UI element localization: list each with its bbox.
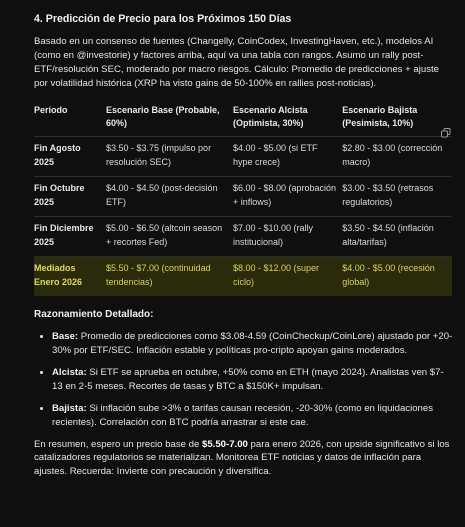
reasoning-list <box>34 330 453 429</box>
summary-paragraph <box>34 438 453 480</box>
cell-bullish: $4.00 - $5.00 (si ETF hype crece) <box>233 137 342 177</box>
reasoning-title: Razonamiento Detallado: <box>34 308 154 320</box>
table-row <box>34 137 452 177</box>
cell-period: Fin Agosto 2025 <box>34 137 106 177</box>
copy-icon[interactable] <box>441 128 451 138</box>
bullet-label: Base: <box>52 331 79 343</box>
header-bearish: Escenario Bajista (Pesimista, 10%) <box>342 104 418 129</box>
table-row <box>34 216 452 256</box>
table-row <box>34 176 452 216</box>
cell-base: $4.00 - $4.50 (post-decisión ETF) <box>106 176 233 216</box>
bullet-label: Bajista: <box>52 402 87 414</box>
cell-base: $3.50 - $3.75 (impulso por resolución SEC) <box>106 137 233 177</box>
cell-period: Fin Diciembre 2025 <box>34 216 106 256</box>
cell-bearish: $3.00 - $3.50 (retrasos regulatorios) <box>342 176 452 216</box>
table-header-row <box>34 101 452 137</box>
bullet-text: Promedio de predicciones como $3.08-4.59 (CoinCheckup/CoinLore) ajustado por +20-30% por ETF/SEC. Inflación estable y políticas pro-cripto apoyan gains moderados. <box>52 331 453 356</box>
cell-bearish: $4.00 - $5.00 (recesión global) <box>342 256 452 295</box>
cell-bullish: $6.00 - $8.00 (aprobación + inflows) <box>233 176 342 216</box>
summary-post: para enero 2026, con upside significativo si los catalizadores regulatorios se materializan. Monitorea ETF noticias y datos de inflación para ajustes. Recuerda: Invierte con precaución y diversifica. <box>34 438 450 478</box>
table-row-highlighted <box>34 256 452 295</box>
cell-period: Mediados Enero 2026 <box>34 256 106 295</box>
cell-bullish: $7.00 - $10.00 (rally institucional) <box>233 216 342 256</box>
cell-base: $5.50 - $7.00 (continuidad tendencias) <box>106 256 233 295</box>
cell-bullish: $8.00 - $12.00 (super ciclo) <box>233 256 342 295</box>
cell-bearish: $3.50 - $4.50 (inflación alta/tarifas) <box>342 216 452 256</box>
section-title: 4. Predicción de Precio para los Próximos 150 Días <box>34 13 292 25</box>
prediction-table <box>34 101 452 296</box>
intro-paragraph: Basado en un consenso de fuentes (Changelly, CoinCodex, InvestingHaven, etc.), modelos AI (como en @investorie) y factores arriba, aquí va una tabla con rangos. Asumo un rally post-ETF/resolución SEC, moderado por macro riesgos. Cálculo: Promedio de predicciones + ajuste por volatilidad histórica (XRP ha visto gains de 50-100% en rallies post-noticias). <box>34 36 439 90</box>
cell-base: $5.00 - $6.50 (altcoin season + recortes Fed) <box>106 216 233 256</box>
bullet-label: Alcista: <box>52 366 87 378</box>
list-item <box>52 330 453 358</box>
bullet-text: Si ETF se aprueba en octubre, +50% como en ETH (mayo 2024). Analistas ven $7-13 en 2-5 meses. Recortes de tasas y BTC a $150K+ impulsan. <box>52 366 444 392</box>
header-bullish: Escenario Alcista (Optimista, 30%) <box>232 104 308 129</box>
summary-bold: $5.50-7.00 <box>202 438 248 450</box>
bullet-text: Si inflación sube >3% o tarifas causan recesión, -20-30% (como en liquidaciones recientes). Correlación con BTC podría arrastrar si este cae. <box>52 402 434 428</box>
header-period: Período <box>34 104 68 115</box>
summary-pre: En resumen, espero un precio base de <box>34 438 202 450</box>
list-item <box>52 366 453 394</box>
list-item <box>52 402 453 430</box>
cell-period: Fin Octubre 2025 <box>34 176 106 216</box>
header-base: Escenario Base (Probable, 60%) <box>106 104 220 129</box>
cell-bearish: $2.80 - $3.00 (corrección macro) <box>342 137 452 177</box>
